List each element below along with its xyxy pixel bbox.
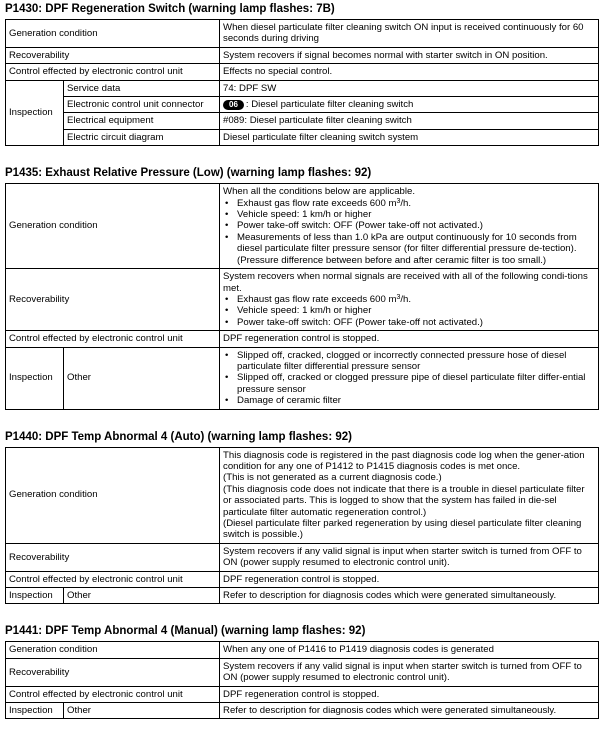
row-label: Control effected by electronic control unit [6, 571, 220, 587]
row-label: Recoverability [6, 269, 220, 331]
table-row [6, 642, 599, 658]
row-sublabel: Electrical equipment [64, 113, 220, 129]
row-value [220, 184, 599, 269]
table-row [6, 658, 599, 686]
row-label: Control effected by electronic control unit [6, 686, 220, 702]
diagnosis-table [5, 447, 599, 605]
row-value [220, 97, 599, 113]
recover-intro: System recovers when normal signals are received with all of the following condi-tions met. [223, 271, 588, 294]
row-value: When any one of P1416 to P1419 diagnosis codes is generated [220, 642, 599, 658]
list-item: • Vehicle speed: 1 km/h or higher [237, 209, 595, 220]
list-item: • Slipped off, cracked, clogged or incorrectly connected pressure hose of diesel particulate filter differential pressure sensor [237, 350, 595, 373]
row-value: DPF regeneration control is stopped. [220, 331, 599, 347]
list-item: • Power take-off switch: OFF (Power take-off not activated.) [237, 317, 595, 328]
row-sublabel: Service data [64, 80, 220, 96]
row-value [220, 447, 599, 543]
connector-description: : Diesel particulate filter cleaning switch [245, 99, 414, 111]
row-value: #089: Diesel particulate filter cleaning switch [220, 113, 599, 129]
table-row [6, 80, 599, 96]
table-row [6, 269, 599, 331]
paragraph: (Diesel particulate filter parked regeneration by using diesel particulate filter cleaning switch is possible.) [223, 518, 582, 541]
row-value: System recovers if any valid signal is input when starter switch is turned from OFF to ON (power supply resumed to electronic control unit). [220, 658, 599, 686]
recover-list [223, 294, 595, 328]
table-row [6, 20, 599, 48]
row-label: Generation condition [6, 20, 220, 48]
row-value: 74: DPF SW [220, 80, 599, 96]
row-value [220, 347, 599, 409]
table-row [6, 64, 599, 80]
row-sublabel: Other [64, 703, 220, 719]
row-label: Recoverability [6, 543, 220, 571]
table-row [6, 543, 599, 571]
row-label: Generation condition [6, 642, 220, 658]
row-label: Generation condition [6, 184, 220, 269]
section-p1435 [5, 166, 599, 409]
connector-badge: 06 [223, 100, 244, 110]
condition-list [223, 198, 595, 266]
section-p1440 [5, 430, 599, 605]
diagnosis-table [5, 641, 599, 719]
table-row [6, 113, 599, 129]
row-value: System recovers if signal becomes normal with starter switch in ON position. [220, 47, 599, 63]
condition-intro: When all the conditions below are applicable. [223, 186, 416, 198]
diagnosis-table [5, 183, 599, 409]
row-value: Refer to description for diagnosis codes which were generated simultaneously. [220, 703, 599, 719]
table-row [6, 447, 599, 543]
row-value: When diesel particulate filter cleaning switch ON input is received continuously for 60 seconds during driving [220, 20, 599, 48]
table-row [6, 184, 599, 269]
inspection-list [223, 350, 595, 407]
manual-page [5, 2, 599, 719]
table-row [6, 588, 599, 604]
row-value [220, 269, 599, 331]
row-value: DPF regeneration control is stopped. [220, 686, 599, 702]
section-title: P1441: DPF Temp Abnormal 4 (Manual) (warning lamp flashes: 92) [5, 625, 366, 638]
row-label: Control effected by electronic control unit [6, 64, 220, 80]
paragraph: (This is not generated as a current diagnosis code.) [223, 472, 442, 484]
table-row [6, 347, 599, 409]
table-row [6, 703, 599, 719]
list-item: • Vehicle speed: 1 km/h or higher [237, 305, 595, 316]
table-row [6, 331, 599, 347]
row-label: Inspection [6, 588, 64, 604]
row-label: Inspection [6, 703, 64, 719]
section-p1441 [5, 624, 599, 719]
row-label: Generation condition [6, 447, 220, 543]
section-title: P1430: DPF Regeneration Switch (warning lamp flashes: 7B) [5, 3, 335, 15]
paragraph: (This diagnosis code does not indicate that there is a trouble in diesel particulate filter or associated parts. This is logged to show that the system has failed in die-sel particulate filter automatic regeneration control.) [223, 483, 585, 518]
row-value: Diesel particulate filter cleaning switch system [220, 129, 599, 145]
list-item: • Exhaust gas flow rate exceeds 600 $m^3/h$. [237, 294, 595, 305]
list-item: • Power take-off switch: OFF (Power take-off not activated.) [237, 220, 595, 231]
table-row [6, 686, 599, 702]
list-item: • Slipped off, cracked or clogged pressure pipe of diesel particulate filter differ-ential pressure sensor [237, 372, 595, 395]
row-label: Control effected by electronic control unit [6, 331, 220, 347]
row-value: DPF regeneration control is stopped. [220, 571, 599, 587]
row-sublabel: Electric circuit diagram [64, 129, 220, 145]
list-item: • Damage of ceramic filter [237, 395, 595, 406]
row-sublabel: Other [64, 347, 220, 409]
section-title: P1435: Exhaust Relative Pressure (Low) (warning lamp flashes: 92) [5, 167, 372, 180]
row-sublabel: Other [64, 588, 220, 604]
table-row [6, 97, 599, 113]
diagnosis-table [5, 19, 599, 146]
row-label: Recoverability [6, 658, 220, 686]
row-label: Inspection [6, 80, 64, 146]
row-value: Refer to description for diagnosis codes which were generated simultaneously. [220, 588, 599, 604]
row-label: Inspection [6, 347, 64, 409]
list-item: • Measurements of less than 1.0 kPa are output continuously for 10 seconds from diesel particulate filter pressure sensor (for filter differential pressure de-tection). (Pressure difference between before and after ceramic filter is too small.) [237, 232, 595, 266]
table-row [6, 129, 599, 145]
table-row [6, 571, 599, 587]
section-p1430 [5, 2, 599, 146]
section-title: P1440: DPF Temp Abnormal 4 (Auto) (warning lamp flashes: 92) [5, 430, 352, 443]
list-item: • Exhaust gas flow rate exceeds 600 $m^3/h$. [237, 198, 595, 209]
row-value: System recovers if any valid signal is input when starter switch is turned from OFF to ON (power supply resumed to electronic control unit). [220, 543, 599, 571]
row-sublabel: Electronic control unit connector [64, 97, 220, 113]
paragraph: This diagnosis code is registered in the past diagnosis code log when the gener-ation condition for any one of P1412 to P1415 diagnosis codes is met once. [223, 449, 585, 472]
row-label: Recoverability [6, 47, 220, 63]
table-row [6, 47, 599, 63]
row-value: Effects no special control. [220, 64, 599, 80]
